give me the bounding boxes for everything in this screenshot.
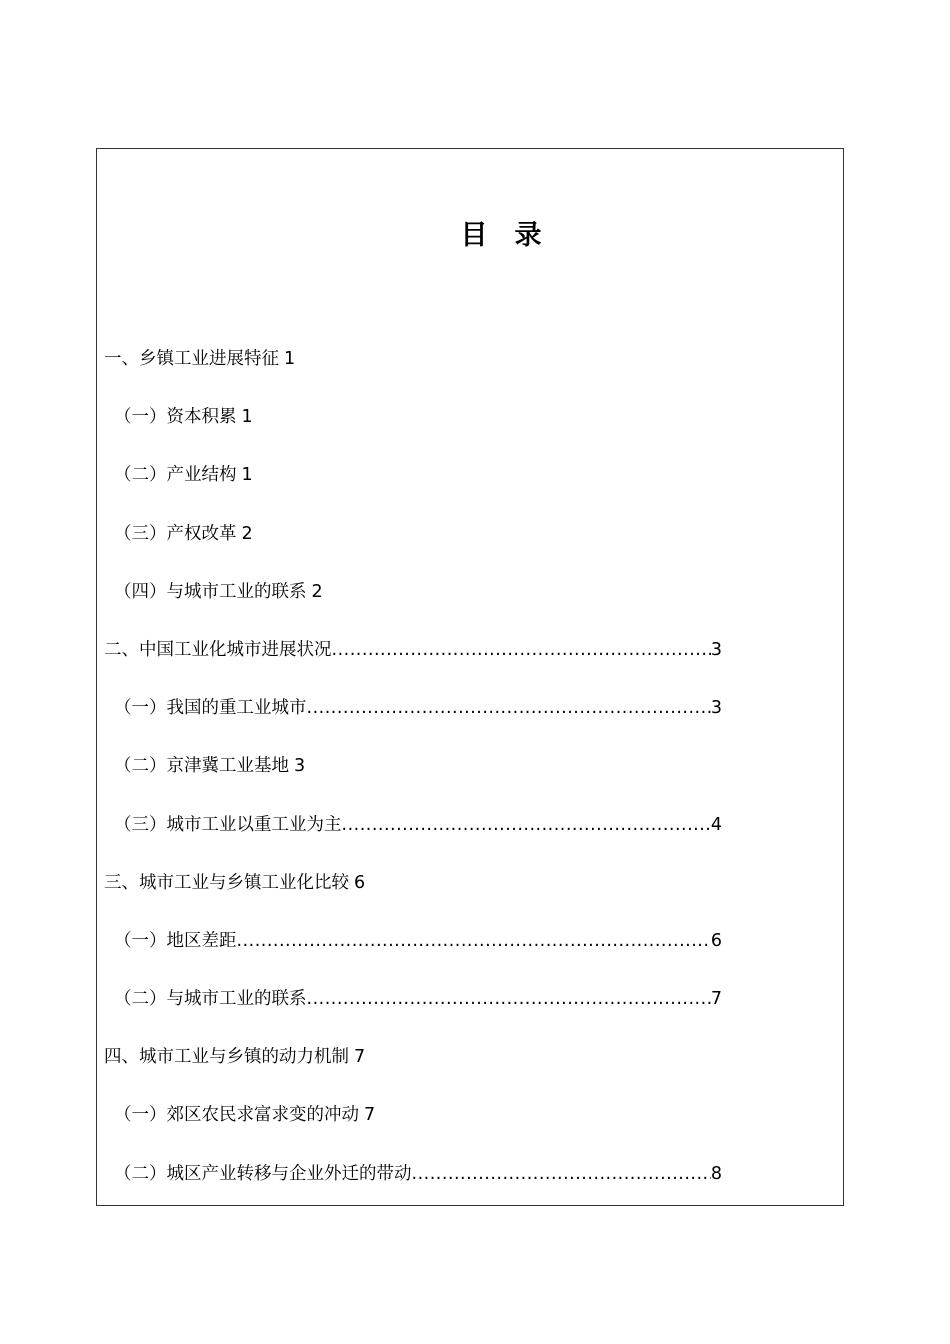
toc-entry[interactable] xyxy=(104,637,722,695)
toc-entry[interactable] xyxy=(104,870,722,928)
toc-page-number: 6 xyxy=(354,872,366,893)
toc-dot-leader xyxy=(237,928,711,954)
toc-dot-leader xyxy=(342,812,711,838)
toc-entry-label: （一）我国的重工业城市 xyxy=(114,698,307,719)
toc-page-number: 3 xyxy=(294,756,306,777)
toc-entry-label: 一、乡镇工业进展特征 xyxy=(104,349,279,369)
toc-entry[interactable] xyxy=(104,579,722,637)
toc-entry[interactable] xyxy=(104,812,722,870)
toc-entry[interactable] xyxy=(104,753,722,811)
toc-entry-label: （二）与城市工业的联系 xyxy=(114,989,307,1010)
toc-entry[interactable] xyxy=(104,404,722,462)
toc-entry-label: 四、城市工业与乡镇的动力机制 xyxy=(104,1047,349,1068)
toc-entry-label: （二）城区产业转移与企业外迁的带动 xyxy=(114,1163,412,1184)
toc-page-number: 3 xyxy=(710,698,722,719)
toc-entry[interactable] xyxy=(104,462,722,520)
toc-page-number: 2 xyxy=(311,581,323,602)
toc-title: 目 录 xyxy=(460,220,542,251)
toc-page-number: 7 xyxy=(354,1047,366,1068)
toc-entry[interactable] xyxy=(104,346,722,404)
toc-page-number: 3 xyxy=(710,639,722,660)
toc-entry-label: （四）与城市工业的联系 xyxy=(114,581,307,602)
toc-page-number: 1 xyxy=(241,407,253,428)
toc-entry-label: 三、城市工业与乡镇工业化比较 xyxy=(104,872,349,893)
toc-entry-label: （三）产权改革 xyxy=(114,523,237,544)
toc-entry-label: （一）地区差距 xyxy=(114,930,237,951)
toc-dot-leader xyxy=(307,986,711,1012)
toc-page-number: 1 xyxy=(284,349,296,369)
toc-entry-label: 二、中国工业化城市进展状况 xyxy=(104,639,332,660)
toc-page-number: 7 xyxy=(710,989,722,1010)
toc-entry[interactable] xyxy=(104,695,722,753)
toc-dot-leader xyxy=(412,1161,711,1187)
toc-page-number: 7 xyxy=(364,1105,376,1126)
toc-page-number: 6 xyxy=(710,930,722,951)
toc-page-number: 4 xyxy=(710,814,722,835)
toc-entry[interactable] xyxy=(104,1044,722,1102)
toc-entry[interactable] xyxy=(104,1161,722,1219)
toc-entry-label: （二）京津冀工业基地 xyxy=(114,756,289,777)
toc-entry-label: （三）城市工业以重工业为主 xyxy=(114,814,342,835)
toc-page-number: 8 xyxy=(710,1163,722,1184)
toc-entry[interactable] xyxy=(104,928,722,986)
toc-entry[interactable] xyxy=(104,1102,722,1160)
toc-entry-label: （一）资本积累 xyxy=(114,407,237,428)
toc-page-number: 2 xyxy=(241,523,253,544)
toc-entry[interactable] xyxy=(104,521,722,579)
toc-entry-label: （二）产业结构 xyxy=(114,465,237,486)
toc-dot-leader xyxy=(307,695,711,721)
toc-page-number: 1 xyxy=(241,465,253,486)
toc-entry[interactable] xyxy=(104,986,722,1044)
toc-entry-label: （一）郊区农民求富求变的冲动 xyxy=(114,1105,359,1126)
table-of-contents xyxy=(104,346,722,1219)
toc-dot-leader xyxy=(332,637,711,663)
